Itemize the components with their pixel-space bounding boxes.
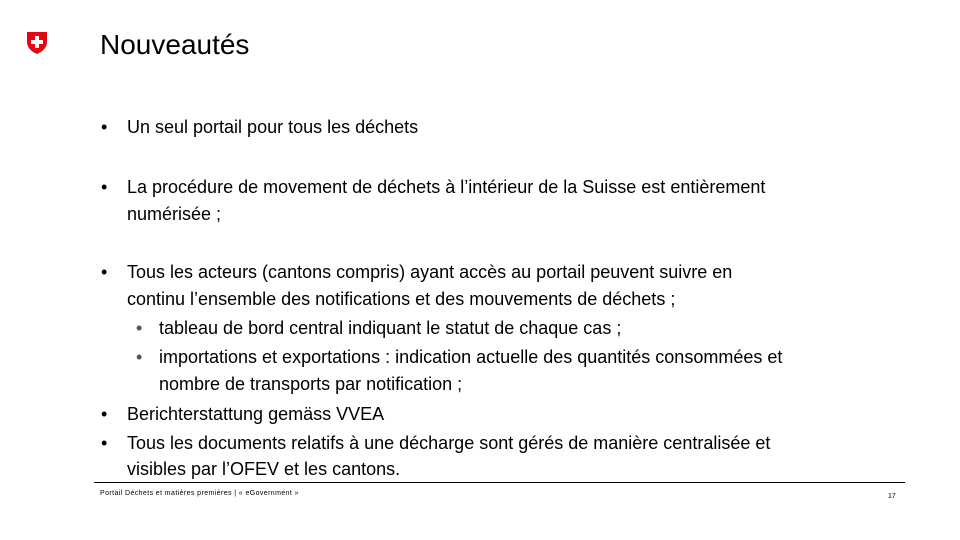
bullet-item [101, 431, 771, 456]
swiss-coat-of-arms-icon [26, 31, 48, 55]
sub-bullet-marker: • [136, 318, 143, 338]
bullet-text: La procédure de movement de déchets à l’intérieur de la Suisse est entièrement [127, 177, 766, 197]
bullet-text: Tous les documents relatifs à une décharge sont gérés de manière centralisée et [127, 433, 771, 453]
bullet-marker: • [101, 404, 108, 424]
sub-bullet-item [136, 345, 783, 370]
sub-bullet-item [136, 316, 622, 341]
sub-bullet-text: nombre de transports par notification ; [159, 374, 463, 394]
footer-divider [94, 482, 905, 483]
bullet-continuation [127, 287, 675, 312]
page-title: Nouveautés [100, 29, 250, 60]
sub-bullet-text: importations et exportations : indication actuelle des quantités consommées et [159, 347, 783, 367]
bullet-marker: • [101, 433, 108, 453]
bullet-marker: • [101, 262, 108, 282]
footer-text: Portail Déchets et matières premières | « eGovernment » [100, 490, 299, 497]
bullet-text: Tous les acteurs (cantons compris) ayant accès au portail peuvent suivre en [127, 262, 733, 282]
bullet-text: visibles par l’OFEV et les cantons. [127, 459, 401, 479]
sub-bullet-continuation [159, 372, 462, 397]
bullet-item [101, 260, 733, 285]
bullet-text: continu l’ensemble des notifications et des mouvements de déchets ; [127, 289, 676, 309]
page-number: 17 [888, 493, 896, 500]
bullet-marker: • [101, 117, 108, 137]
bullet-text: numérisée ; [127, 204, 222, 224]
bullet-item [101, 115, 419, 140]
bullet-marker: • [101, 177, 108, 197]
sub-bullet-text: tableau de bord central indiquant le statut de chaque cas ; [159, 318, 622, 338]
sub-bullet-marker: • [136, 347, 143, 367]
bullet-continuation [127, 202, 221, 227]
bullet-text: Berichterstattung gemäss VVEA [127, 404, 385, 424]
bullet-item [101, 402, 385, 427]
bullet-text: Un seul portail pour tous les déchets [127, 117, 419, 137]
bullet-item [101, 175, 766, 200]
bullet-continuation [127, 457, 400, 482]
